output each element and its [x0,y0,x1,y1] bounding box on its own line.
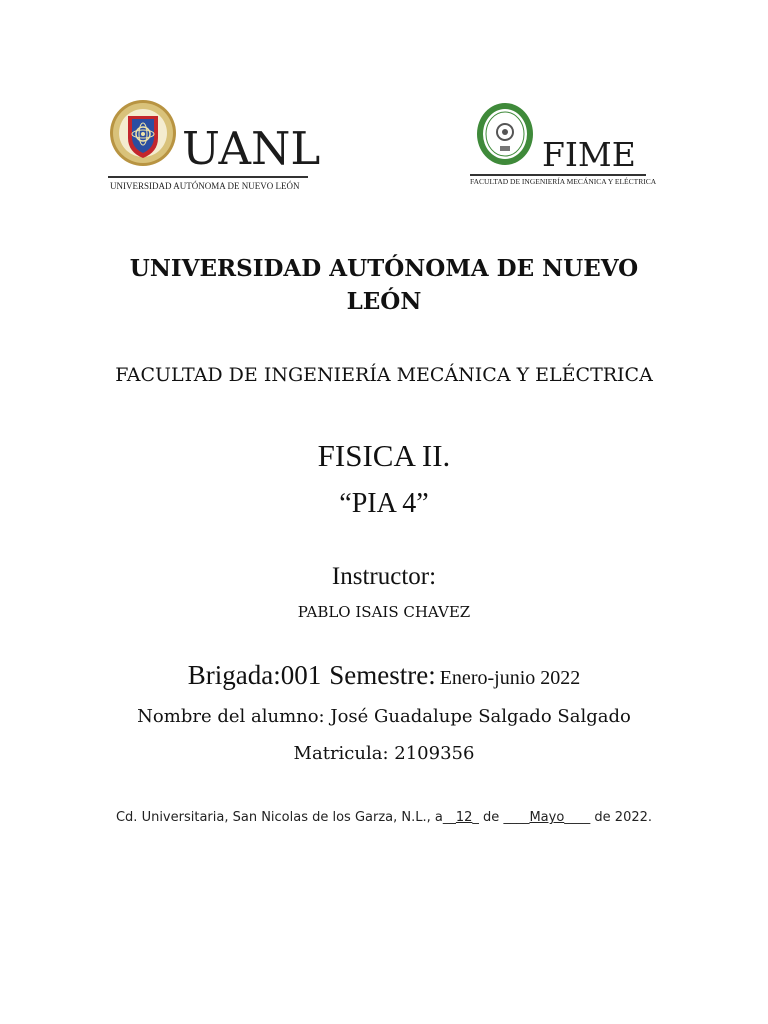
footer-blank: ____ [564,810,591,825]
course-title: FISICA II. [317,438,451,473]
instructor-label: Instructor: [331,563,437,590]
footer-blank: __ [442,810,456,825]
footer-prefix: Cd. Universitaria, San Nicolas de los Garza, N.L., a [115,810,443,825]
uanl-seal-icon [108,96,178,176]
student-name: José Guadalupe Salgado Salgado [330,706,631,727]
matricula-value: 2109356 [394,743,475,764]
matricula-label: Matricula: [293,743,389,764]
footer-de: de [478,810,504,825]
footer-month: Mayo [529,810,565,825]
student-label: Nombre del alumno: [137,706,325,727]
faculty-title: FACULTAD DE INGENIERÍA MECÁNICA Y ELÉCTRICA [115,364,653,386]
fime-wordmark: FIME [542,135,636,174]
location-date-line [0,810,768,825]
uanl-wordmark: UANL [182,122,321,175]
footer-suffix: de 2022. [590,810,653,825]
semester-label: Semestre: [329,660,436,690]
footer-blank: _ [472,810,479,825]
fime-logo [468,102,657,188]
matricula-line [0,743,768,764]
footer-blank: ____ [503,810,530,825]
assignment-title: “PIA 4” [339,488,429,519]
uanl-logo [108,96,321,200]
uanl-subtitle: UNIVERSIDAD AUTÓNOMA DE NUEVO LEÓN [110,181,300,191]
brigade-label: Brigada: [187,660,281,690]
brigade-semester-line [0,660,768,691]
university-title: UNIVERSIDAD AUTÓNOMA DE NUEVO LEÓN [129,255,639,315]
fime-seal-icon [474,102,536,168]
brigade-value: 001 [280,660,322,690]
fime-divider [470,174,646,176]
uanl-divider [108,176,308,178]
student-line [0,706,768,727]
footer-day: 12 [455,810,473,825]
instructor-name: PABLO ISAIS CHAVEZ [297,603,471,621]
semester-value: Enero-junio 2022 [439,667,581,689]
fime-subtitle: FACULTAD DE INGENIERÍA MECÁNICA Y ELÉCTRICA [470,177,657,186]
